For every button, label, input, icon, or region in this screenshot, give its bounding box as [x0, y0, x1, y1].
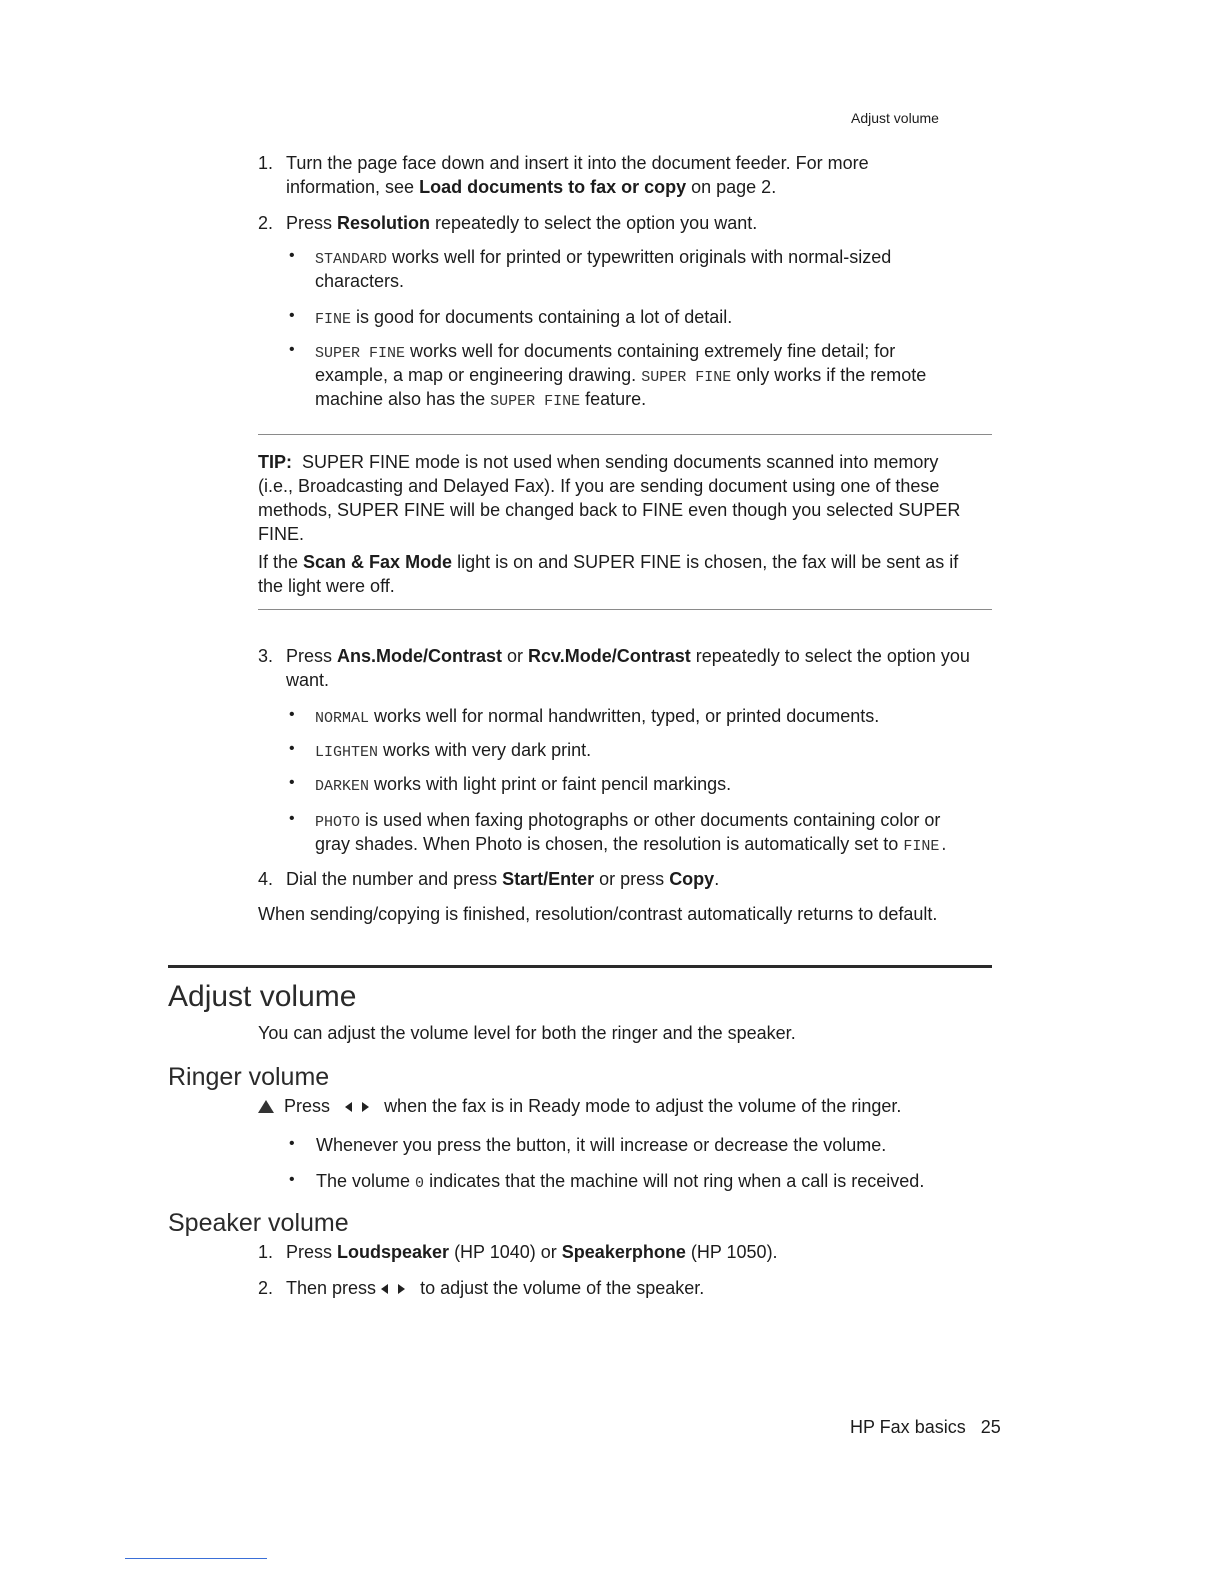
tip-paragraph-2: [258, 550, 958, 574]
text: SUPER FINE mode is not used when sending documents scanned into memory: [302, 452, 939, 472]
right-arrow-icon: [362, 1102, 369, 1112]
bullet-fine: [315, 305, 732, 332]
step-4: [258, 867, 719, 891]
option-name: DARKEN: [315, 778, 370, 795]
bullet-super-fine-line2: [315, 363, 926, 390]
bullet-darken: [315, 772, 731, 799]
step-number: 2.: [258, 213, 274, 233]
light-name: Scan & Fax Mode: [303, 552, 453, 572]
bullet-icon: •: [289, 740, 295, 757]
text: repeatedly to select the option you want.: [430, 213, 758, 233]
footer: [850, 1415, 1001, 1439]
footer-section: HP Fax basics: [850, 1417, 966, 1437]
step-2: [258, 211, 757, 235]
bullet-normal: [315, 704, 879, 731]
button-name: Resolution: [337, 213, 431, 233]
bullet-icon: •: [289, 341, 295, 358]
text: machine also has the: [315, 389, 491, 409]
bullet-icon: •: [289, 1171, 295, 1188]
button-name: Speakerphone: [561, 1242, 686, 1262]
text: Press: [286, 1242, 338, 1262]
text: works with very dark print.: [383, 740, 592, 760]
bottom-rule: [125, 1558, 267, 1559]
text: Press: [286, 213, 338, 233]
text: gray shades. When Photo is chosen, the resolution is automatically set to: [315, 834, 904, 854]
button-name: Rcv.Mode/Contrast: [528, 646, 691, 666]
speaker-step-1: [258, 1240, 778, 1264]
option-name: PHOTO: [315, 814, 361, 831]
bullet-lighten: [315, 738, 591, 765]
text: Press: [284, 1096, 331, 1116]
right-arrow-icon: [398, 1284, 405, 1294]
step-number: 1.: [258, 153, 274, 173]
text: is good for documents containing a lot of detail.: [356, 307, 733, 327]
text: example, a map or engineering drawing.: [315, 365, 642, 385]
text: information, see: [286, 177, 420, 197]
section-intro: You can adjust the volume level for both the ringer and the speaker.: [258, 1023, 796, 1043]
bullet-icon: •: [289, 774, 295, 791]
text: is used when faxing photographs or other documents containing color or: [365, 810, 941, 830]
option-name: LIGHTEN: [315, 744, 379, 761]
text: If the: [258, 552, 304, 572]
bullet-icon: •: [289, 1135, 295, 1152]
running-header: Adjust volume: [851, 110, 939, 126]
text: to adjust the volume of the speaker.: [420, 1278, 705, 1298]
button-name: Loudspeaker: [337, 1242, 450, 1262]
bullet-super-fine: [315, 339, 895, 366]
text: on page 2.: [686, 177, 777, 197]
ringer-bullet-2: [316, 1169, 924, 1196]
tip-top-rule: [258, 434, 992, 435]
text: Then press: [286, 1278, 377, 1298]
tip-line-1: [258, 450, 938, 474]
text: (HP 1040) or: [449, 1242, 562, 1262]
button-name: Ans.Mode/Contrast: [337, 646, 503, 666]
step-number: 4.: [258, 869, 274, 889]
step-1-line2: [286, 175, 776, 199]
text: (HP 1050).: [685, 1242, 778, 1262]
text: or: [502, 646, 529, 666]
volume-value: 0: [415, 1175, 425, 1192]
ringer-bullet-1: Whenever you press the button, it will increase or decrease the volume.: [316, 1135, 887, 1155]
bullet-icon: •: [289, 307, 295, 324]
page-reference: Load documents to fax or copy: [419, 177, 687, 197]
step-number: 2.: [258, 1278, 274, 1298]
subsection-title-speaker: Speaker volume: [168, 1209, 349, 1237]
bullet-photo-line2: [315, 832, 948, 859]
tip-line-2: (i.e., Broadcasting and Delayed Fax). If you are sending document using one of these: [258, 476, 940, 496]
text: The volume: [316, 1171, 416, 1191]
bullet-standard: [315, 245, 891, 272]
text: works well for documents containing extremely fine detail; for: [410, 341, 896, 361]
text: indicates that the machine will not ring when a call is received.: [424, 1171, 925, 1191]
bullet-icon: •: [289, 706, 295, 723]
left-arrow-icon: [345, 1102, 352, 1112]
text: only works if the remote: [731, 365, 927, 385]
warning-icon: [258, 1100, 274, 1113]
tip-line-4: FINE.: [258, 524, 305, 544]
tip-bottom-rule: [258, 609, 992, 610]
section-title: Adjust volume: [168, 980, 357, 1013]
bullet-standard-line2: characters.: [315, 271, 405, 291]
text: Press: [286, 646, 338, 666]
bullet-icon: •: [289, 247, 295, 264]
bullet-photo: [315, 808, 940, 835]
step-1: [258, 151, 869, 175]
left-arrow-icon: [381, 1284, 388, 1294]
text: works well for normal handwritten, typed, or printed documents.: [374, 706, 880, 726]
option-name: FINE: [315, 311, 352, 328]
option-name: SUPER FINE: [641, 369, 732, 386]
text: works with light print or faint pencil markings.: [374, 774, 732, 794]
step-3: [258, 644, 970, 668]
page-number: 25: [980, 1417, 1001, 1437]
option-name: SUPER FINE: [315, 345, 406, 362]
text: or press: [594, 869, 670, 889]
tip-label: TIP:: [258, 452, 292, 472]
step-text: Turn the page face down and insert it into the document feeder. For more: [286, 153, 869, 173]
text: repeatedly to select the option you: [690, 646, 970, 666]
text: .: [714, 869, 720, 889]
tip-line-3: methods, SUPER FINE will be changed back to FINE even though you selected SUPER: [258, 500, 961, 520]
ringer-instruction: [258, 1094, 901, 1118]
closing-note: When sending/copying is finished, resolution/contrast automatically returns to default.: [258, 904, 938, 924]
tip-paragraph-2-line2: the light were off.: [258, 576, 395, 596]
button-name: Copy: [669, 869, 715, 889]
button-name: Start/Enter: [502, 869, 595, 889]
option-name: FINE.: [903, 838, 949, 855]
step-3-line2: want.: [286, 670, 330, 690]
bullet-super-fine-line3: [315, 387, 646, 414]
step-number: 1.: [258, 1242, 274, 1262]
option-name: SUPER FINE: [490, 393, 581, 410]
section-divider: [168, 965, 992, 968]
text: light is on and SUPER FINE is chosen, the fax will be sent as if: [452, 552, 959, 572]
text: works well for printed or typewritten originals with normal-sized: [392, 247, 892, 267]
step-number: 3.: [258, 646, 274, 666]
speaker-step-2: [258, 1276, 704, 1300]
subsection-title-ringer: Ringer volume: [168, 1063, 330, 1091]
text: when the fax is in Ready mode to adjust the volume of the ringer.: [384, 1096, 902, 1116]
text: Dial the number and press: [286, 869, 503, 889]
option-name: NORMAL: [315, 710, 370, 727]
option-name: STANDARD: [315, 251, 388, 268]
text: feature.: [580, 389, 647, 409]
bullet-icon: •: [289, 810, 295, 827]
